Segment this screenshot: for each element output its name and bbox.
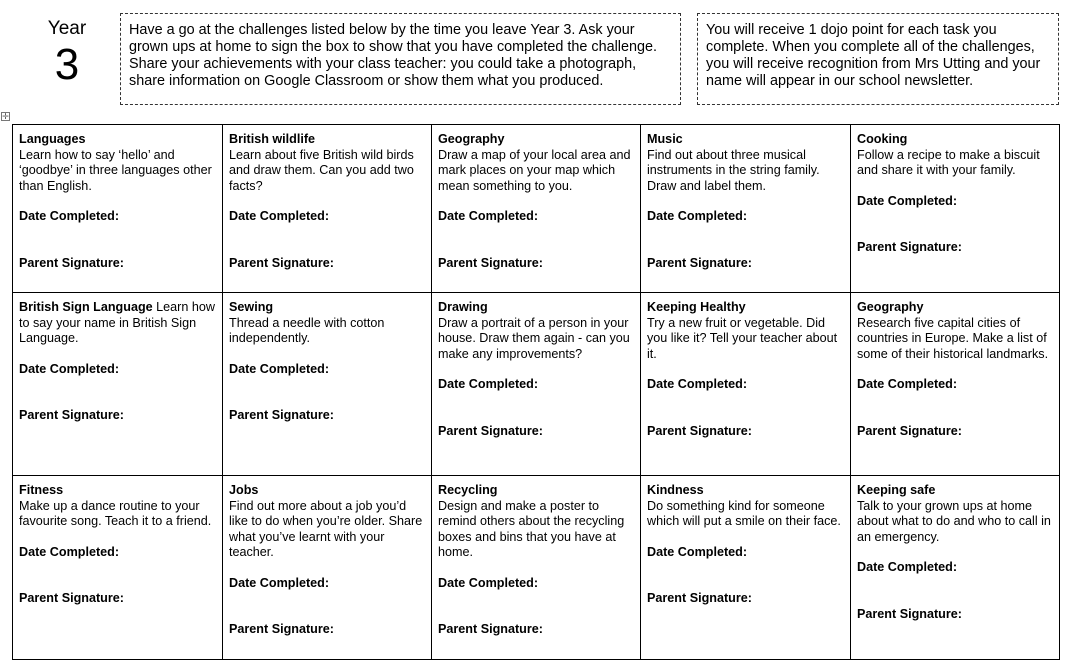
challenge-cell-geography-map[interactable] xyxy=(432,125,641,293)
challenge-title: Jobs xyxy=(229,483,259,497)
challenge-title: British Sign Language xyxy=(19,300,153,314)
challenge-title: Drawing xyxy=(438,300,488,314)
challenge-description: Talk to your grown ups at home about what to do and who to call in an emergency. xyxy=(857,498,1051,544)
challenge-description: Do something kind for someone which will put a smile on their face. xyxy=(647,498,841,528)
challenge-cell-keeping-healthy[interactable] xyxy=(641,293,851,476)
challenge-cell-recycling[interactable] xyxy=(432,476,641,660)
date-completed-label: Date Completed: xyxy=(857,560,958,574)
date-completed-label: Date Completed: xyxy=(857,377,958,391)
year-number: 3 xyxy=(54,40,80,89)
parent-signature-label: Parent Signature: xyxy=(19,255,124,270)
parent-signature-label: Parent Signature: xyxy=(647,255,752,270)
challenge-title: Keeping safe xyxy=(857,483,936,497)
parent-signature-label: Parent Signature: xyxy=(19,408,124,422)
challenge-description: Research five capital cities of countries in Europe. Make a list of some of their historical landmarks. xyxy=(857,315,1049,361)
challenge-title: Music xyxy=(647,132,683,146)
challenge-cell-drawing[interactable] xyxy=(432,293,641,476)
challenge-title: Sewing xyxy=(229,300,274,314)
date-completed-label: Date Completed: xyxy=(647,377,748,391)
rewards-box[interactable]: You will receive 1 dojo point for each task you complete. When you complete all of the challenges, you will receive recognition from Mrs Utting and your name will appear in our school newsletter. xyxy=(697,13,1059,105)
challenge-title: Geography xyxy=(857,300,924,314)
challenge-description: Find out more about a job you’d like to do when you’re older. Share what you’ve learnt with your teacher. xyxy=(229,498,423,559)
challenge-title: Keeping Healthy xyxy=(647,300,746,314)
date-completed-label: Date Completed: xyxy=(229,361,330,376)
date-completed-label: Date Completed: xyxy=(229,575,330,590)
date-completed-label: Date Completed: xyxy=(19,544,120,559)
parent-signature-label: Parent Signature: xyxy=(19,591,124,605)
parent-signature-label: Parent Signature: xyxy=(438,423,543,438)
challenge-cell-geography-capitals[interactable] xyxy=(851,293,1060,476)
date-completed-label: Date Completed: xyxy=(438,377,539,391)
move-cross-icon[interactable]: ✛ xyxy=(2,112,9,121)
date-completed-label: Date Completed: xyxy=(229,209,330,223)
challenge-table xyxy=(12,124,1060,660)
challenge-title: Cooking xyxy=(857,132,908,146)
challenge-cell-languages[interactable] xyxy=(13,125,223,293)
challenge-cell-fitness[interactable] xyxy=(13,476,223,660)
instructions-box[interactable]: Have a go at the challenges listed below by the time you leave Year 3. Ask your grown ups at home to sign the box to show that you have completed the challenge. Share your achievements with your class teacher: you could take a photograph, share information on Google Classroom or show them what you produced. xyxy=(120,13,681,105)
challenge-description: Learn how to say ‘hello’ and ‘goodbye’ in three languages other than English. xyxy=(19,147,212,193)
challenge-title: Fitness xyxy=(19,483,64,497)
challenge-cell-british-sign-language[interactable] xyxy=(13,293,223,476)
parent-signature-label: Parent Signature: xyxy=(647,591,752,605)
date-completed-label: Date Completed: xyxy=(19,361,120,376)
parent-signature-label: Parent Signature: xyxy=(229,408,334,422)
challenge-description: Follow a recipe to make a biscuit and share it with your family. xyxy=(857,147,1040,177)
challenge-title: British wildlife xyxy=(229,132,316,146)
challenge-cell-music[interactable] xyxy=(641,125,851,293)
date-completed-label: Date Completed: xyxy=(19,209,120,223)
table-row xyxy=(13,125,1060,293)
challenge-description: Make up a dance routine to your favourite song. Teach it to a friend. xyxy=(19,498,212,528)
challenge-cell-british-wildlife[interactable] xyxy=(223,125,432,293)
challenge-cell-sewing[interactable] xyxy=(223,293,432,476)
parent-signature-label: Parent Signature: xyxy=(647,423,752,438)
parent-signature-label: Parent Signature: xyxy=(438,622,543,636)
table-row xyxy=(13,293,1060,476)
challenge-description: Draw a portrait of a person in your house. Draw them again - can you make any improvements? xyxy=(438,315,630,361)
parent-signature-label: Parent Signature: xyxy=(229,255,334,270)
challenge-description: Draw a map of your local area and mark places on your map which mean something to you. xyxy=(438,147,631,193)
challenge-description: Try a new fruit or vegetable. Did you like it? Tell your teacher about it. xyxy=(647,315,838,361)
challenge-description: Thread a needle with cotton independently. xyxy=(229,315,385,345)
date-completed-label: Date Completed: xyxy=(438,209,539,223)
challenge-description: Learn about five British wild birds and draw them. Can you add two facts? xyxy=(229,147,414,193)
table-row xyxy=(13,476,1060,660)
challenge-description: Find out about three musical instruments in the string family. Draw and label them. xyxy=(647,147,820,193)
challenge-cell-keeping-safe[interactable] xyxy=(851,476,1060,660)
challenge-cell-cooking[interactable] xyxy=(851,125,1060,293)
challenge-cell-jobs[interactable] xyxy=(223,476,432,660)
challenge-description: Learn how to say your name in British Sign Language. xyxy=(19,300,215,345)
challenge-description: Design and make a poster to remind others about the recycling boxes and bins that you have at home. xyxy=(438,498,625,559)
parent-signature-label: Parent Signature: xyxy=(857,423,962,438)
date-completed-label: Date Completed: xyxy=(857,193,958,208)
challenge-title: Recycling xyxy=(438,483,498,497)
parent-signature-label: Parent Signature: xyxy=(857,240,962,254)
year-label: Year xyxy=(47,18,87,39)
date-completed-label: Date Completed: xyxy=(647,209,748,223)
challenge-title: Languages xyxy=(19,132,86,146)
parent-signature-label: Parent Signature: xyxy=(438,255,543,270)
date-completed-label: Date Completed: xyxy=(438,575,539,590)
year-heading xyxy=(30,18,104,90)
challenge-cell-kindness[interactable] xyxy=(641,476,851,660)
challenge-title: Geography xyxy=(438,132,505,146)
challenge-title: Kindness xyxy=(647,483,704,497)
parent-signature-label: Parent Signature: xyxy=(857,606,962,621)
parent-signature-label: Parent Signature: xyxy=(229,622,334,636)
date-completed-label: Date Completed: xyxy=(647,544,748,559)
